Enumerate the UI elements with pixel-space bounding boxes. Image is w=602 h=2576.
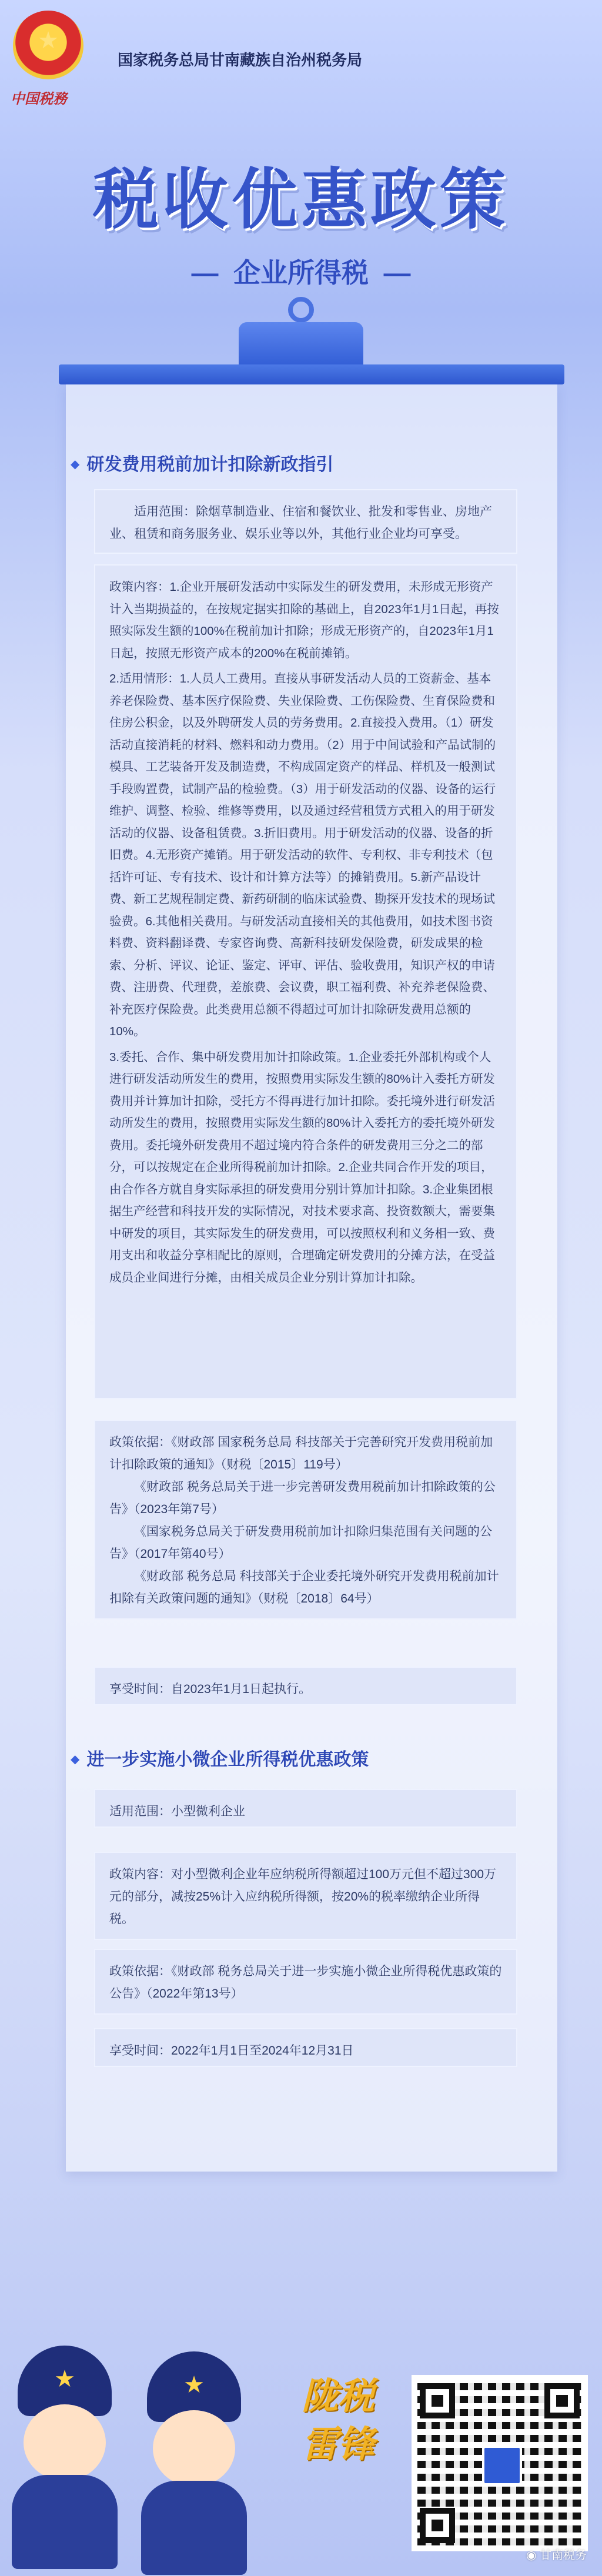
basis-line: 《国家税务总局关于研发费用税前加计扣除归集范围有关问题的公告》（2017年第40号） — [109, 1525, 492, 1561]
hanger-clip — [239, 322, 363, 369]
account-watermark — [526, 2545, 587, 2562]
police-uniform — [141, 2481, 247, 2575]
basis-line: 政策依据：《财政部 国家税务总局 科技部关于完善研究开发费用税前加计扣除政策的通知》（财税〔2015〕119号） — [109, 1436, 493, 1471]
section-1-scope — [94, 489, 517, 554]
tax-emblem — [13, 11, 83, 81]
qr-code[interactable] — [412, 2375, 588, 2551]
police-face — [153, 2410, 235, 2487]
police-face — [24, 2404, 106, 2481]
section-2-period — [94, 2028, 517, 2067]
period-text: 享受时间：自2023年1月1日起执行。 — [109, 1682, 312, 1696]
qr-finder-icon — [544, 2383, 580, 2418]
dash-right-icon: — — [369, 257, 411, 288]
scroll-rail — [59, 364, 564, 384]
content-paragraph: 政策内容：对小型微利企业年应纳税所得额超过100万元但不超过300万元的部分，减按25%计入应纳税所得额，按20%的税率缴纳企业所得税。 — [109, 1868, 497, 1926]
basis-line: 《财政部 税务总局关于进一步完善研发费用税前加计扣除政策的公告》（2023年第7号） — [109, 1480, 496, 1516]
wechat-icon: ◉ — [526, 2549, 540, 2562]
content-paragraph: 政策内容：1.企业开展研发活动中实际发生的研发费用，未形成无形资产计入当期损益的，在按规定据实扣除的基础上，自2023年1月1日起，再按照实际发生额的100%在税前加计扣除；形成无形资产的，自2023年1月1日起，按照无形资产成本的200%在税前摊销。 — [109, 580, 499, 660]
police-cartoon-right — [135, 2351, 253, 2575]
section-2-title: ◆ 进一步实施小微企业所得税优惠政策 — [71, 1745, 369, 1771]
basis-line: 《财政部 税务总局 科技部关于企业委托境外研究开发费用税前加计扣除有关政策问题的通知》（财税〔2018〕64号） — [109, 1570, 499, 1605]
page-subtitle — [0, 252, 602, 290]
section-1-basis — [94, 1420, 517, 1620]
subtitle-text: 企业所得税 — [233, 257, 369, 288]
section-1-period — [94, 1667, 517, 1705]
organization-name: 国家税务总局甘南藏族自治州税务局 — [118, 51, 363, 69]
section-1-content — [94, 564, 517, 1399]
watermark-text: 甘南税务 — [540, 2549, 587, 2562]
content-paragraph: 2.适用情形：1.人员人工费用。直接从事研发活动人员的工资薪金、基本养老保险费、基本医疗保险费、失业保险费、工伤保险费、生育保险费和住房公积金，以及外聘研发人员的劳务费用。2.直接投入费用。（1）研发活动直接消耗的材料、燃料和动力费用。（2）用于中间试验和产品试制的模具、工艺装备开发及制造费，不构成固定资产的样品、样机及一般测试手段购置费，试制产品的检验费。（3）用于研发活动的仪器、设备的运行维护、调整、检验、维修等费用，以及通过经营租赁方式租入的用于研发活动的仪器、设备租赁费。3.折旧费用。用于研发活动的仪器、设备的折旧费。4.无形资产摊销。用于研发活动的软件、专利权、非专利技术（包括许可证、专有技术、设计和计算方法等）的摊销费用。5.新产品设计费、新工艺规程制定费、新药研制的临床试验费、勘探开发技术的现场试验费。6.其他相关费用。与研发活动直接相关的其他费用，如技术图书资料费、资料翻译费、专家咨询费、高新科技研发保险费，研发成果的检索、分析、评议、论证、鉴定、评审、评估、验收费用，知识产权的申请费、注册费、代理费，差旅费、会议费，职工福利费、补充养老保险费、补充医疗保险费。此类费用总额不得超过可加计扣除研发费用总额的10%。 — [109, 672, 496, 1038]
police-cartoon-left — [6, 2346, 123, 2569]
section-2-scope — [94, 1789, 517, 1828]
scope-text: 适用范围：小型微利企业 — [109, 1805, 245, 1818]
scope-text: 适用范围：除烟草制造业、住宿和餐饮业、批发和零售业、房地产业、租赁和商务服务业、娱乐业等以外，其他行业企业均可享受。 — [109, 505, 492, 541]
section-2-basis — [94, 1949, 517, 2015]
content-paragraph: 3.委托、合作、集中研发费用加计扣除政策。1.企业委托外部机构或个人进行研发活动所发生的费用，按照费用实际发生额的80%计入委托方研发费用并计算加计扣除，受托方不得再进行加计扣除。委托境外进行研发活动所发生的费用，按照费用实际发生额的80%计入委托方的委托境外研发费用。委托境外研发费用不超过境内符合条件的研发费用三分之二的部分，可以按规定在企业所得税前加计扣除。2.企业共同合作开发的项目，由合作各方就自身实际承担的研发费用分别计算加计扣除。3.企业集团根据生产经营和科技开发的实际情况，对技术要求高、投资数额大，需要集中研发的项目，其实际发生的研发费用，可以按照权利和义务相一致、费用支出和收益分享相配比的原则，合理确定研发费用的分摊方法，在受益成员企业间进行分摊，由相关成员企业分别计算加计扣除。 — [109, 1050, 496, 1284]
police-uniform — [12, 2475, 118, 2569]
page-title: 税收优惠政策 — [93, 163, 509, 236]
period-text: 享受时间：2022年1月1日至2024年12月31日 — [109, 2044, 354, 2058]
section-1-title: ◆ 研发费用税前加计扣除新政指引 — [71, 450, 333, 476]
qr-finder-icon — [420, 2383, 455, 2418]
dash-left-icon: — — [191, 257, 233, 288]
basis-line: 政策依据：《财政部 税务总局关于进一步实施小微企业所得税优惠政策的公告》（2022年第13号） — [109, 1965, 502, 2000]
qr-finder-icon — [420, 2508, 455, 2543]
qr-center-logo-icon — [482, 2445, 522, 2485]
slogan-calligraphy: 陇税雷锋 — [301, 2374, 374, 2465]
hanger-hook-icon — [288, 297, 314, 323]
section-2-content — [94, 1852, 517, 1940]
china-tax-logo: 中国税務 — [11, 90, 67, 107]
